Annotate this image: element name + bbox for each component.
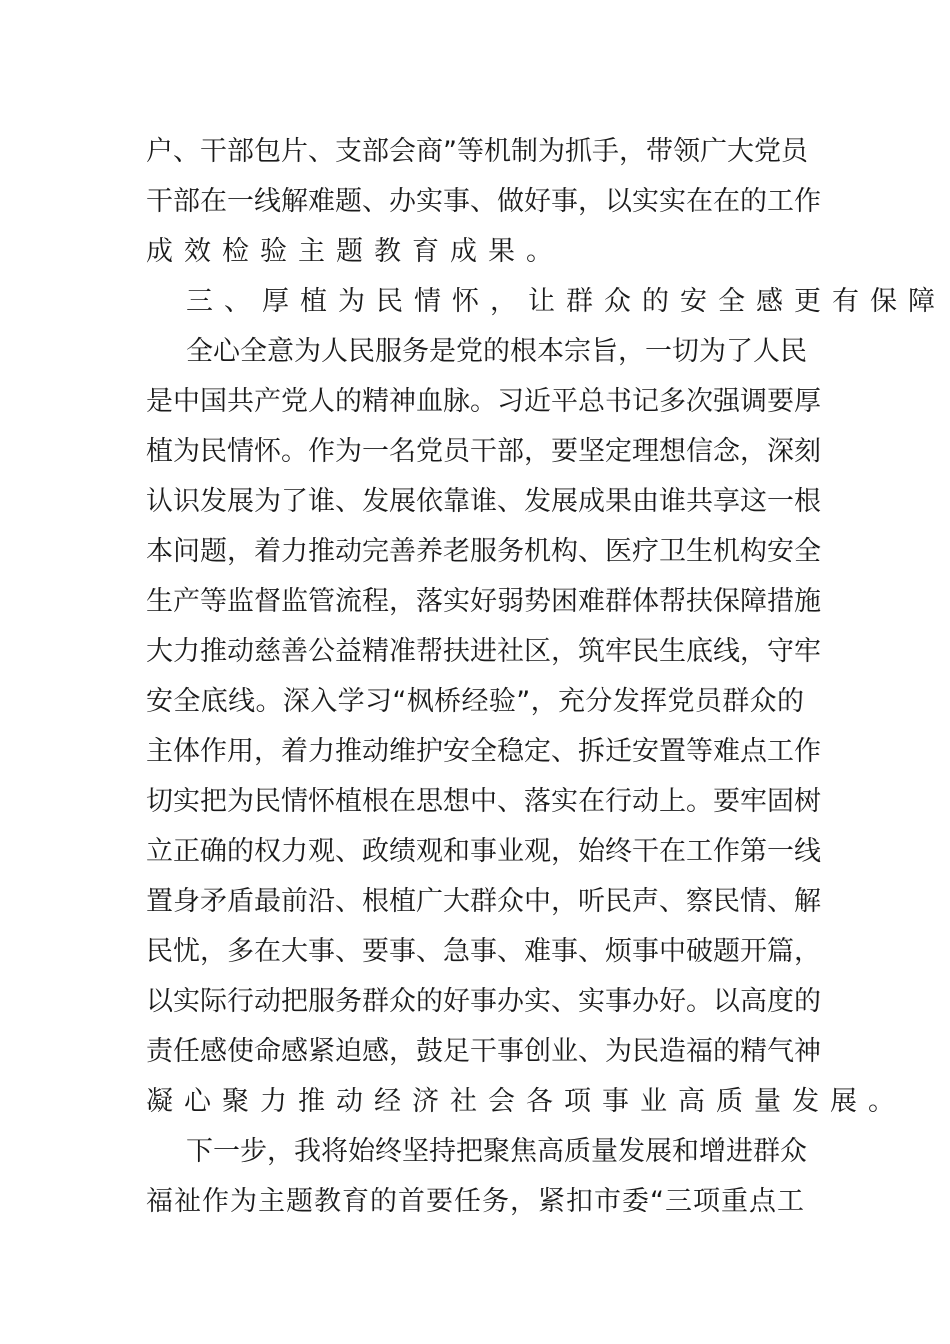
text-line: 凝心聚力推动经济社会各项事业高质量发展。 bbox=[146, 1086, 906, 1117]
text-line: 民忧，多在大事、要事、急事、难事、烦事中破题开篇， bbox=[146, 936, 821, 967]
paragraph bbox=[146, 277, 946, 327]
text-line: 户、干部包片、支部会商”等机制为抓手，带领广大党员 bbox=[146, 136, 808, 167]
text-line: 主体作用，着力推动维护安全稳定、拆迁安置等难点工作 bbox=[146, 736, 821, 767]
text-line: 干部在一线解难题、办实事、做好事，以实实在在的工作 bbox=[146, 186, 821, 217]
text-line: 植为民情怀。作为一名党员干部，要坚定理想信念，深刻 bbox=[146, 436, 821, 467]
paragraph bbox=[146, 327, 906, 1127]
document-page bbox=[146, 127, 946, 1227]
text-line: 以实际行动把服务群众的好事办实、实事办好。以高度的 bbox=[146, 986, 821, 1017]
text-line: 福祉作为主题教育的首要任务，紧扣市委“三项重点工 bbox=[146, 1186, 804, 1217]
text-line: 是中国共产党人的精神血脉。习近平总书记多次强调要厚 bbox=[146, 386, 821, 417]
paragraph bbox=[146, 127, 821, 277]
text-line: 立正确的权力观、政绩观和事业观，始终干在工作第一线 bbox=[146, 836, 821, 867]
text-line: 安全底线。深入学习“枫桥经验”，充分发挥党员群众的 bbox=[146, 686, 804, 717]
text-line: 置身矛盾最前沿、根植广大群众中，听民声、察民情、解 bbox=[146, 886, 821, 917]
text-line: 全心全意为人民服务是党的根本宗旨，一切为了人民 bbox=[186, 336, 807, 367]
paragraph bbox=[146, 1127, 807, 1227]
text-line: 切实把为民情怀植根在思想中、落实在行动上。要牢固树 bbox=[146, 786, 821, 817]
text-line: 大力推动慈善公益精准帮扶进社区，筑牢民生底线，守牢 bbox=[146, 636, 821, 667]
text-line: 下一步，我将始终坚持把聚焦高质量发展和增进群众 bbox=[186, 1136, 807, 1167]
text-line: 本问题，着力推动完善养老服务机构、医疗卫生机构安全 bbox=[146, 536, 821, 567]
text-line: 生产等监督监管流程，落实好弱势困难群体帮扶保障措施 bbox=[146, 586, 821, 617]
text-line: 成效检验主题教育成果。 bbox=[146, 236, 564, 267]
text-line: 责任感使命感紧迫感，鼓足干事创业、为民造福的精气神 bbox=[146, 1036, 821, 1067]
text-line: 认识发展为了谁、发展依靠谁、发展成果由谁共享这一根 bbox=[146, 486, 821, 517]
text-line: 三、厚植为民情怀，让群众的安全感更有保障 bbox=[186, 286, 946, 317]
